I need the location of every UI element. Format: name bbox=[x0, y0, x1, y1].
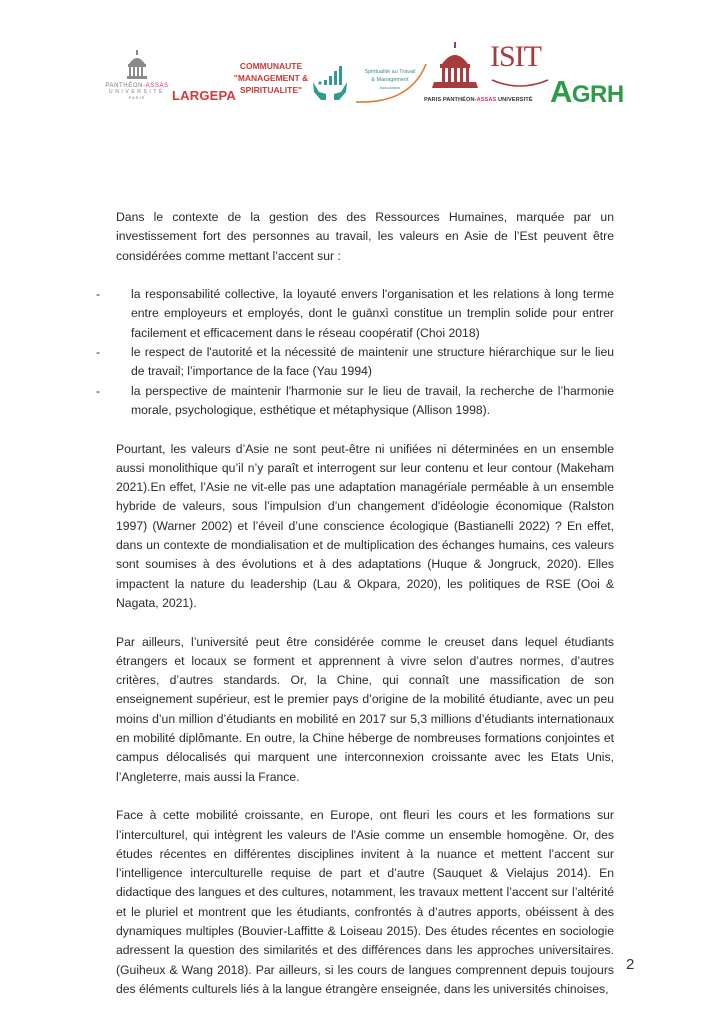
isit-sub-paris: PARIS PANTHÉON- bbox=[424, 97, 477, 103]
spiritualite-line3: Association bbox=[379, 85, 401, 90]
list-item bbox=[96, 285, 614, 343]
agrh-logo bbox=[550, 74, 624, 110]
communaute-line2: "MANAGEMENT & bbox=[233, 73, 309, 83]
pantheon-assas-logo bbox=[104, 50, 170, 106]
list-item bbox=[96, 382, 614, 421]
isit-pantheon-logo bbox=[420, 40, 566, 110]
dash-bullet: - bbox=[96, 287, 101, 302]
paragraph-intercultural: Face à cette mobilité croissante, en Europe, ont fleuri les cours et les formations sur l’interculturel, qui intègrent les valeurs de l'Asie comme un ensemble homogène. Or, des études récentes en différentes disciplines invitent à la nuance et mettent l’accent sur l’intelligence interculturelle requise de part et d’autre (Sauquet & Vielajus 2014). En didactique des langues et des cultures, notamment, les travaux mettent l’accent sur l’altérité et le pluriel et montrent que les étudiants, confrontés à d’autres apports, obéissent à des dynamiques multiples (Bouvier-Laffitte & Loiseau 2015). Des études récentes en sociologie adressent la question des similarités et des différences dans les approches universitaires. (Guiheux & Wang 2018). Par ailleurs, si les cours de langues comprennent depuis toujours des éléments culturels liés à la langue étrangère enseignée, dans les universités chinoises, bbox=[116, 808, 614, 996]
pantheon-red-icon bbox=[430, 42, 480, 94]
agrh-letter-a: A bbox=[550, 74, 572, 109]
orange-swoosh-icon bbox=[310, 62, 430, 106]
communaute-line1: COMMUNAUTE bbox=[239, 61, 303, 71]
intro-paragraph: Dans le contexte de la gestion des des Ressources Humaines, marquée par un investissement fort des personnes au travail, les valeurs en Asie de l’Est peuvent être considérées comme mettant l’accent sur : bbox=[116, 210, 614, 263]
list-item-text: le respect de l'autorité et la nécessité de maintenir une structure hiérarchique sur le lieu de travail; l’importance de la face (Yau 1994) bbox=[131, 345, 614, 379]
pa-text-paris: PARIS bbox=[128, 95, 146, 100]
logo-banner bbox=[104, 40, 644, 112]
isit-sub-assas: ASSAS bbox=[476, 97, 497, 103]
dash-bullet: - bbox=[96, 345, 101, 360]
list-item bbox=[96, 343, 614, 382]
paragraph-university-mobility: Par ailleurs, l’université peut être considérée comme le creuset dans lequel étudiants étrangers et locaux se forment et apprennent à vivre selon d’autres normes, d’autres critères, d’autres standards. Or, la Chine, qui connaît une massification de son enseignement supérieur, est le premier pays d’origine de la mobilité étudiante, avec un peu moins d’un million d’étudiants en mobilité en 2017 sur 5,3 millions d’étudiants internationaux en mobilité diplômante. En outre, la Chine héberge de nombreuses formations conjointes et campus délocalisés qui marquent une interconnexion croissante avec les Etats Unis, l’Angleterre, mais aussi la France. bbox=[116, 634, 614, 784]
dash-bullet: - bbox=[96, 383, 101, 398]
spiritualite-line1: Spiritualité au Travail bbox=[364, 69, 416, 75]
paragraph-asian-values: Pourtant, les valeurs d’Asie ne sont peut-être ni unifiées ni déterminées en un ensemble aussi monolithique qu’il n’y paraît et interrogent sur leur contenu et leur contour (Makeham 2021).En effet, l’Asie ne vit-elle pas une adaptation managériale perméable à un ensemble hybride de valeurs, sous l’impulsion d’un changement d'idéologie économique (Ralston 1997) (Warner 2002) et l’éveil d’une conscience écologique (Bastianelli 2022) ? En effet, dans un contexte de mondialisation et de multiplication des échanges humains, ces valeurs sont soumises à des évolutions et à des adaptations (Huque & Jongruck, 2020). Elles impactent la nature du leadership (Lau & Okpara, 2020), les politiques de RSE (Ooi & Nagata, 2021). bbox=[116, 441, 614, 610]
spiritualite-logo bbox=[310, 62, 430, 106]
list-item-text: la responsabilité collective, la loyauté envers l'organisation et les relations à long terme entre employeurs et employés, dont le guānxì constitue un tremplin solide pour entrer facilement et efficacement dans le réseau coopératif (Choi 2018) bbox=[131, 287, 614, 340]
communaute-line3: SPIRITUALITE" bbox=[239, 85, 303, 95]
pa-text-assas: ASSAS bbox=[145, 83, 169, 89]
pa-text-pantheon: PANTHÉON- bbox=[105, 83, 146, 89]
pantheon-dome-icon bbox=[124, 50, 150, 82]
agrh-letters: GRH bbox=[571, 81, 624, 108]
isit-wordmark: ISIT bbox=[490, 40, 541, 73]
values-list bbox=[96, 285, 614, 420]
isit-sub-universite: UNIVERSITÉ bbox=[496, 97, 533, 103]
largepa-logo: LARGEPA bbox=[172, 88, 236, 103]
list-item-text: la perspective de maintenir l'harmonie sur le lieu de travail, la recherche de l’harmonie morale, psychologique, esthétique et métaphysique (Allison 1998). bbox=[131, 383, 614, 417]
document-body bbox=[96, 208, 614, 1018]
pa-text-universite: UNIVERSITÉ bbox=[108, 89, 165, 95]
isit-underline-swoosh-icon bbox=[490, 76, 550, 90]
communaute-logo bbox=[232, 60, 310, 96]
page-number: 2 bbox=[626, 956, 635, 973]
spiritualite-line2: & Management bbox=[371, 77, 409, 83]
